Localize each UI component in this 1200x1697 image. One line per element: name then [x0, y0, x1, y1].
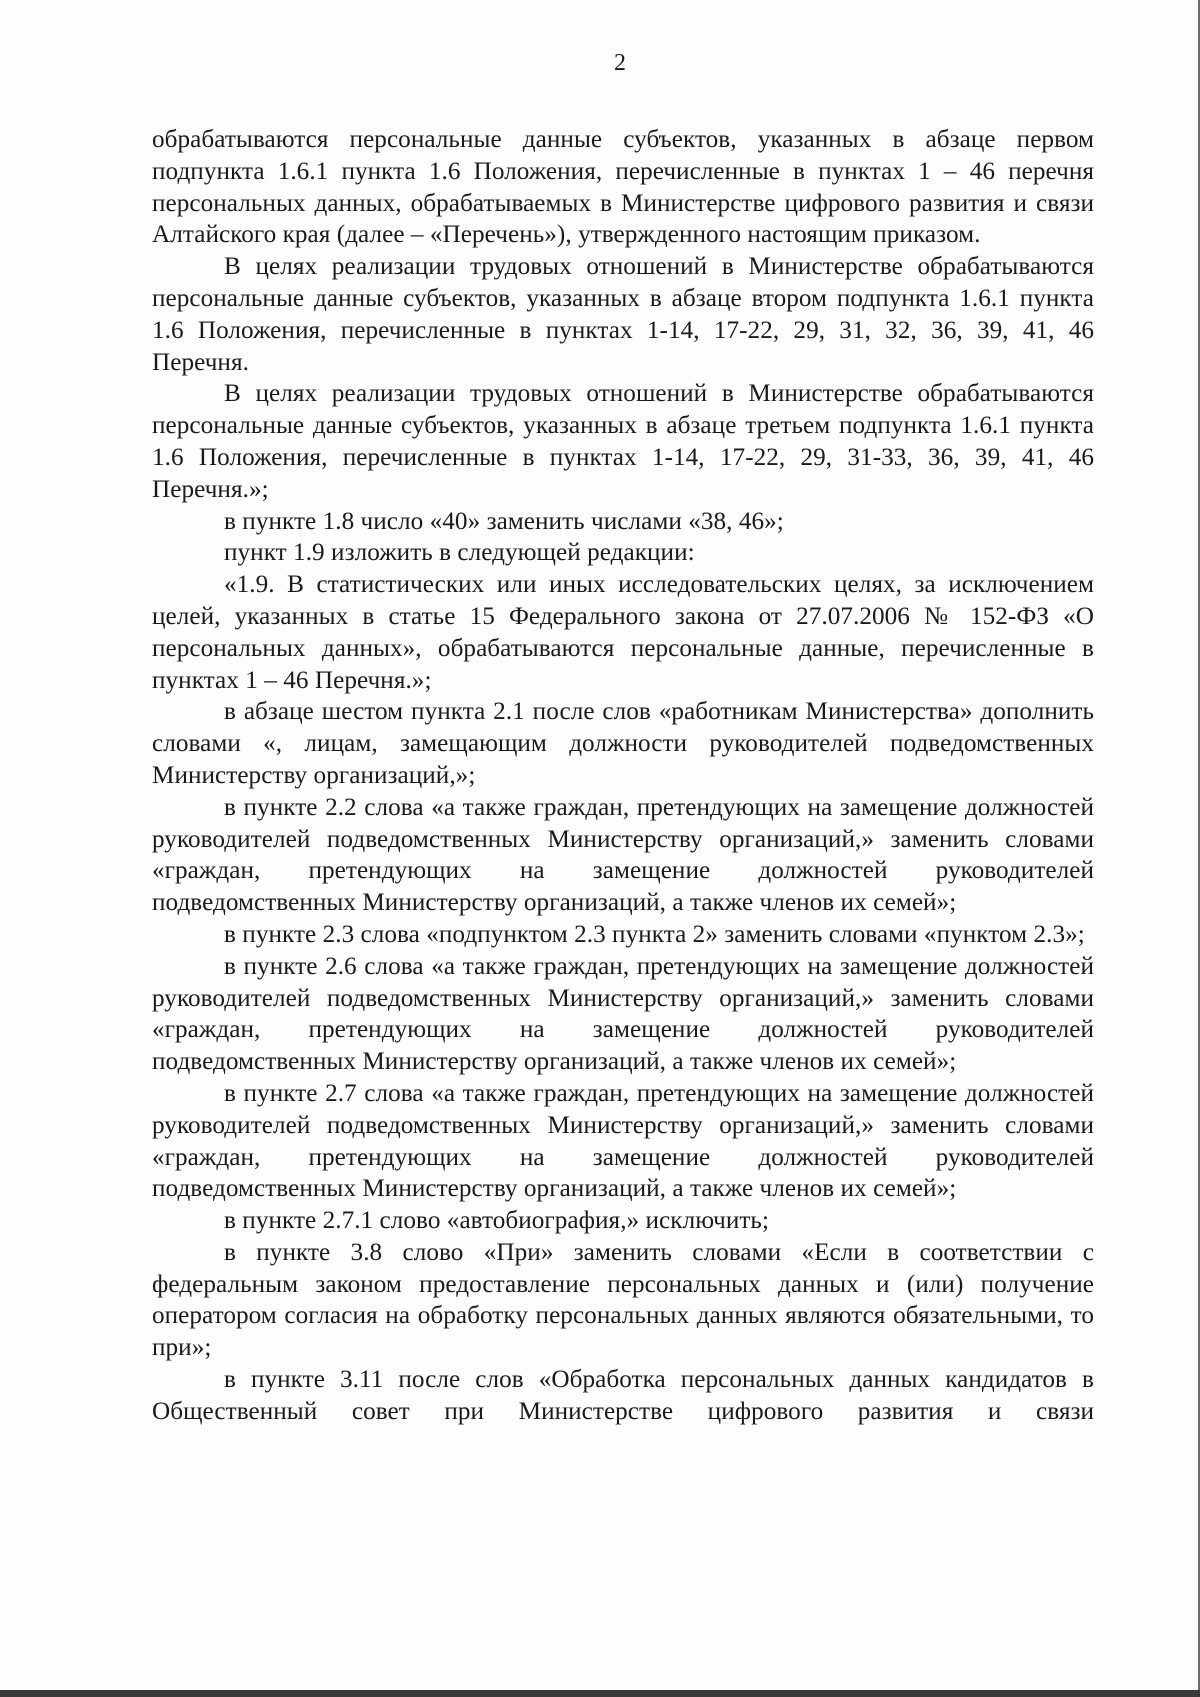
page-number: 2: [614, 50, 626, 76]
paragraph-12: в пункте 2.7.1 слово «автобиография,» исключить;: [224, 1207, 769, 1235]
paragraph-8: в пункте 2.2 слова «а также граждан, претендующих на замещение должностей руководителей подведомственных Министерству организаций,» заменить словами «граждан, претендующих на замещение должностей руководителей подведомственных Министерству организаций, а также членов их семей»;: [152, 793, 1094, 917]
paragraph-9: в пункте 2.3 слова «подпунктом 2.3 пункта 2» заменить словами «пунктом 2.3»;: [224, 920, 1085, 948]
paragraph-11: в пункте 2.7 слова «а также граждан, претендующих на замещение должностей руководителей подведомственных Министерству организаций,» заменить словами «граждан, претендующих на замещение должностей руководителей подведомственных Министерству организаций, а также членов их семей»;: [152, 1079, 1094, 1203]
paragraph-1: обрабатываются персональные данные субъектов, указанных в абзаце первом подпункта 1.6.1 пункта 1.6 Положения, перечисленные в пунктах 1 – 46 перечня персональных данных, обрабатываемых в Министерстве цифрового развития и связи Алтайского края (далее – «Перечень»), утвержденного настоящим приказом.: [152, 126, 1094, 249]
paragraph-5: пункт 1.9 изложить в следующей редакции:: [224, 539, 695, 567]
paragraph-2: В целях реализации трудовых отношений в Министерстве обрабатываются персональные данные субъектов, указанных в абзаце втором подпункта 1.6.1 пункта 1.6 Положения, перечисленные в пунктах 1-14, 17-22, 29, 31, 32, 36, 39, 41, 46 Перечня.: [152, 253, 1094, 376]
paragraph-6: «1.9. В статистических или иных исследовательских целях, за исключением целей, указанных в статье 15 Федерального закона от 27.07.2006 № 152-ФЗ «О персональных данных», обрабатываются персональные данные, перечисленные в пунктах 1 – 46 Перечня.»;: [152, 571, 1094, 694]
paragraph-13: в пункте 3.8 слово «При» заменить словами «Если в соответствии с федеральным законом предоставление персональных данных и (или) получение оператором согласия на обработку персональных данных являются обязательными, то при»;: [152, 1238, 1094, 1362]
scan-bottom-edge: [0, 1690, 1200, 1697]
paragraph-14: в пункте 3.11 после слов «Обработка персональных данных кандидатов в Общественный совет при Министерстве цифрового развития и связи: [152, 1366, 1094, 1425]
paragraph-7: в абзаце шестом пункта 2.1 после слов «работникам Министерства» дополнить словами «, лицам, замещающим должности руководителей подведомственных Министерству организаций,»;: [152, 698, 1094, 789]
paragraph-4: в пункте 1.8 число «40» заменить числами «38, 46»;: [224, 507, 784, 535]
paragraph-10: в пункте 2.6 слова «а также граждан, претендующих на замещение должностей руководителей подведомственных Министерству организаций,» заменить словами «граждан, претендующих на замещение должностей руководителей подведомственных Министерству организаций, а также членов их семей»;: [152, 952, 1094, 1076]
paragraph-3: В целях реализации трудовых отношений в Министерстве обрабатываются персональные данные субъектов, указанных в абзаце третьем подпункта 1.6.1 пункта 1.6 Положения, перечисленные в пунктах 1-14, 17-22, 29, 31-33, 36, 39, 41, 46 Перечня.»;: [152, 380, 1094, 503]
document-body: [152, 124, 1094, 1428]
